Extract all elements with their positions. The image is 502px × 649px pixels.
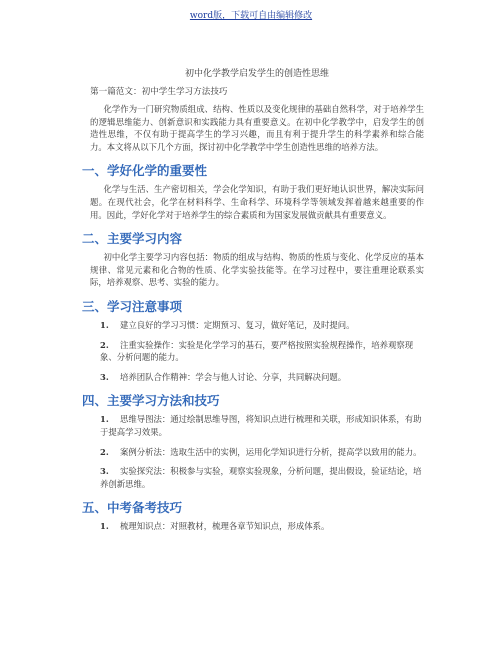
list-item (90, 339, 424, 364)
list-item-number: 2. (100, 339, 109, 350)
intro-paragraph: 化学作为一门研究物质组成、结构、性质以及变化规律的基础自然科学，对于培养学生的逻辑思维能力、创新意识和实践能力具有重要意义。在初中化学教学中，启发学生的创造性思维，不仅有助于提高学生的学习兴趣，而且有利于提升学生的科学素养和综合能力。本文将从以下几个方面，探讨初中化学教学中学生创造性思维的培养方法。 (90, 104, 424, 152)
list-item (90, 371, 424, 384)
list-item-text: 注重实验操作：实验是化学学习的基石，要严格按照实验规程操作，培养观察现象、分析问题的能力。 (100, 339, 414, 363)
list-item (90, 520, 424, 533)
list-item (90, 413, 424, 438)
list-item-number: 2. (100, 446, 109, 457)
list-item-text: 案例分析法：选取生活中的实例，运用化学知识进行分析，提高学以致用的能力。 (120, 446, 422, 457)
list-item-number: 1. (100, 521, 109, 532)
section-heading-methods: 四、主要学习方法和技巧 (82, 393, 220, 409)
document-body (82, 66, 424, 540)
list-item-text: 培养团队合作精神：学会与他人讨论、分享，共同解决问题。 (120, 371, 347, 382)
document-title: 初中化学教学启发学生的创造性思维 (184, 69, 329, 79)
page-header (0, 8, 502, 21)
list-item-text: 实验探究法：积极参与实验，观察实验现象，分析问题，提出假设，验证结论，培养创新思维。 (100, 466, 422, 489)
list-item-text: 建立良好的学习习惯：定期预习、复习，做好笔记，及时提问。 (120, 319, 355, 330)
list-item-text: 梳理知识点：对照教材，梳理各章节知识点，形成体系。 (120, 521, 330, 532)
list-item-number: 3. (100, 466, 109, 477)
section-heading-content: 二、主要学习内容 (82, 231, 183, 247)
section-heading-importance: 一、学好化学的重要性 (82, 163, 208, 179)
list-item-text: 思维导图法：通过绘制思维导图，将知识点进行梳理和关联，形成知识体系，有助于提高学习效果。 (100, 414, 422, 437)
header-link[interactable]: word版，下载可自由编辑修改 (189, 11, 313, 21)
section-heading-exam: 五、中考备考技巧 (82, 500, 183, 516)
list-item (90, 319, 424, 332)
list-item (90, 465, 424, 490)
section-paragraph-content: 初中化学主要学习内容包括：物质的组成与结构、物质的性质与变化、化学反应的基本规律、常见元素和化合物的性质、化学实验技能等。在学习过程中，要注重理论联系实际，培养观察、思考、实验的能力。 (90, 252, 424, 288)
list-item-number: 1. (100, 414, 109, 425)
list-item-number: 3. (100, 371, 109, 382)
list-item-number: 1. (100, 319, 109, 330)
section-paragraph-importance: 化学与生活、生产密切相关，学会化学知识，有助于我们更好地认识世界，解决实际问题。在现代社会，化学在材料科学、生命科学、环境科学等领域发挥着越来越重要的作用。因此，学好化学对于培养学生的综合素质和为国家发展做贡献具有重要意义。 (90, 184, 424, 220)
list-item (90, 446, 424, 459)
document-subtitle: 第一篇范文：初中学生学习方法技巧 (90, 87, 228, 97)
section-heading-notes: 三、学习注意事项 (82, 298, 183, 314)
